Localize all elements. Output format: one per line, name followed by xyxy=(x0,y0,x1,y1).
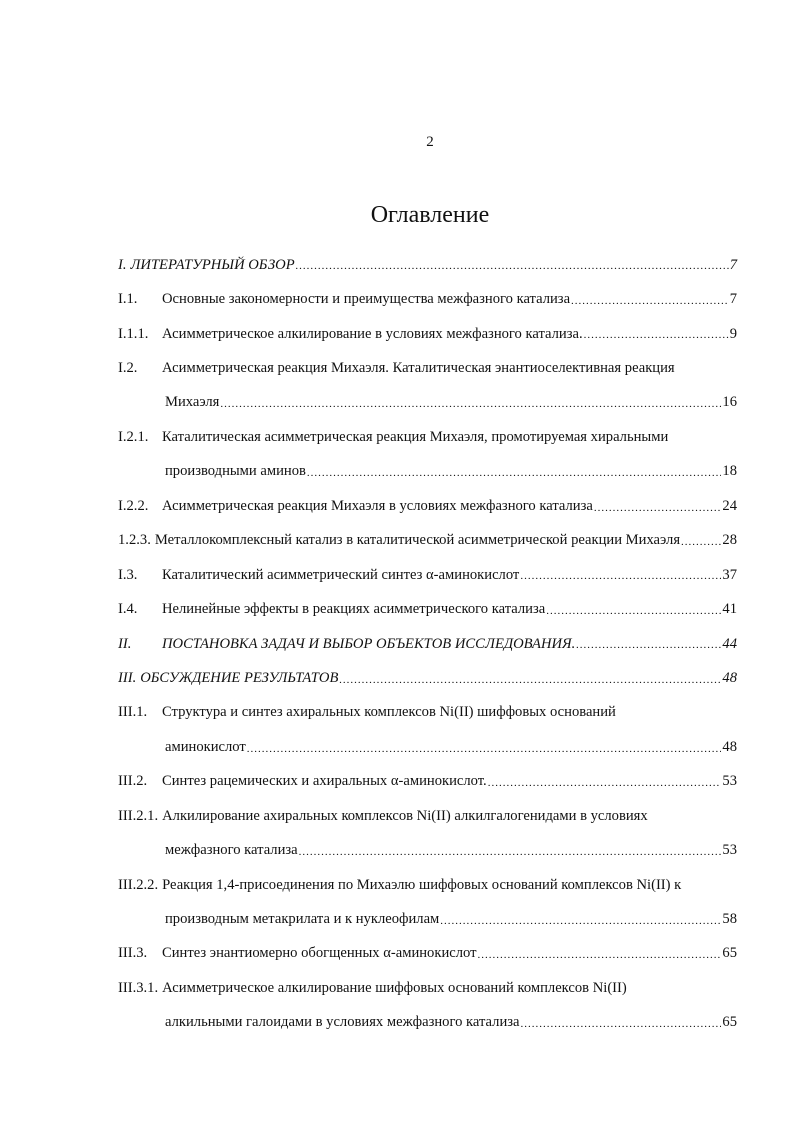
toc-entry-page: 58 xyxy=(722,911,737,928)
toc-entry-page: 41 xyxy=(722,601,737,618)
toc-entry-title: Основные закономерности и преимущества межфазного катализа xyxy=(162,291,571,308)
dot-leader xyxy=(307,467,722,489)
toc-entry-continuation[interactable] xyxy=(118,455,737,489)
toc-entry-title: Асимметрическая реакция Михаэля в условиях межфазного катализа xyxy=(162,497,593,514)
toc-entry[interactable] xyxy=(118,937,737,971)
toc-title: Оглавление xyxy=(370,202,490,228)
toc-entry[interactable] xyxy=(118,696,737,730)
dot-leader xyxy=(594,502,722,524)
dot-leader xyxy=(478,949,722,971)
dot-leader xyxy=(220,398,721,420)
dot-leader xyxy=(247,743,722,765)
toc-entry-number: III. xyxy=(118,669,137,686)
toc-entry[interactable] xyxy=(118,317,737,351)
toc-entry-page: 16 xyxy=(722,394,737,411)
dot-leader xyxy=(681,536,721,558)
toc-entry-number: 1.2.3. xyxy=(118,532,151,549)
toc-entry-continuation[interactable] xyxy=(118,386,737,420)
toc-entry-number: I.1. xyxy=(118,291,138,308)
page-number: 2 xyxy=(426,134,434,150)
toc-entry-page: 53 xyxy=(722,773,737,790)
toc-entry-title-continued: производным метакрилата и к нуклеофилам xyxy=(165,911,440,928)
toc-entry-title: ОБСУЖДЕНИЕ РЕЗУЛЬТАТОВ xyxy=(140,669,339,686)
toc-entry-number: III.3.1. xyxy=(118,979,159,996)
toc-entry-title-continued: алкильными галоидами в условиях межфазного катализа xyxy=(165,1014,520,1031)
toc-entry-continuation[interactable] xyxy=(118,730,737,764)
toc-entry-title: ЛИТЕРАТУРНЫЙ ОБЗОР xyxy=(130,256,295,273)
toc-entry-title-continued: межфазного катализа xyxy=(165,842,298,859)
toc-entry-continuation[interactable] xyxy=(118,1006,737,1040)
toc-entry-title: Каталитический асимметрический синтез α-аминокислот xyxy=(162,566,520,583)
toc-entry-page: 37 xyxy=(722,566,737,583)
dot-leader xyxy=(440,915,721,937)
toc-entry-continuation[interactable] xyxy=(118,902,737,936)
toc-entry-number: I.1.1. xyxy=(118,325,149,342)
table-of-contents xyxy=(118,248,737,1040)
dot-leader xyxy=(546,605,721,627)
toc-entry-number: III.3. xyxy=(118,945,148,962)
toc-entry-page: 53 xyxy=(722,842,737,859)
toc-entry-page: 44 xyxy=(722,635,737,652)
toc-entry[interactable] xyxy=(118,627,737,661)
toc-entry-continuation[interactable] xyxy=(118,833,737,867)
toc-entry-title: ПОСТАНОВКА ЗАДАЧ И ВЫБОР ОБЪЕКТОВ ИССЛЕДОВАНИЯ. xyxy=(162,635,576,652)
dot-leader xyxy=(296,260,729,282)
toc-entry-number: I.2.2. xyxy=(118,497,149,514)
toc-entry[interactable] xyxy=(118,489,737,523)
dot-leader xyxy=(521,1018,722,1040)
toc-entry-title: Металлокомплексный катализ в каталитической асимметрической реакции Михаэля xyxy=(154,532,681,549)
toc-entry-number: I. xyxy=(118,256,127,273)
toc-entry[interactable] xyxy=(118,248,737,282)
dot-leader xyxy=(571,295,729,317)
dot-leader xyxy=(576,639,721,661)
toc-entry[interactable] xyxy=(118,420,737,454)
toc-entry[interactable] xyxy=(118,799,737,833)
toc-entry-number: I.2.1. xyxy=(118,428,149,445)
toc-entry-title-continued: аминокислот xyxy=(165,738,246,755)
toc-entry-number: III.2.2. xyxy=(118,876,159,893)
toc-entry-number: II. xyxy=(118,635,132,652)
toc-entry-title: Структура и синтез ахиральных комплексов Ni(II) шиффовых оснований xyxy=(162,704,616,721)
toc-entry-number: III.2.1. xyxy=(118,807,159,824)
toc-entry-title: Нелинейные эффекты в реакциях асимметрического катализа xyxy=(162,601,546,618)
toc-entry-page: 65 xyxy=(722,1014,737,1031)
toc-entry[interactable] xyxy=(118,524,737,558)
toc-entry-page: 48 xyxy=(722,669,737,686)
toc-entry-title: Асимметрическая реакция Михаэля. Каталитическая энантиоселективная реакция xyxy=(162,360,675,377)
toc-entry-page: 7 xyxy=(729,256,737,273)
toc-entry-page: 24 xyxy=(722,497,737,514)
dot-leader xyxy=(584,329,729,351)
toc-entry[interactable] xyxy=(118,592,737,626)
toc-entry-title: Каталитическая асимметрическая реакция Михаэля, промотируемая хиральными xyxy=(162,428,669,445)
toc-entry-title: Асимметрическое алкилирование шиффовых оснований комплексов Ni(II) xyxy=(162,979,627,996)
toc-entry-title: Реакция 1,4-присоединения по Михаэлю шиффовых оснований комплексов Ni(II) к xyxy=(162,876,682,893)
toc-entry-title: Синтез рацемических и ахиральных α-аминокислот. xyxy=(162,773,487,790)
toc-entry-page: 7 xyxy=(729,291,737,308)
toc-entry-number: III.1. xyxy=(118,704,148,721)
toc-entry[interactable] xyxy=(118,765,737,799)
toc-entry[interactable] xyxy=(118,282,737,316)
dot-leader xyxy=(339,674,721,696)
toc-entry-page: 9 xyxy=(729,325,737,342)
toc-entry[interactable] xyxy=(118,351,737,385)
toc-entry-title: Асимметрическое алкилирование в условиях межфазного катализа. xyxy=(162,325,583,342)
toc-entry-title: Алкилирование ахиральных комплексов Ni(II) алкилгалогенидами в условиях xyxy=(162,807,648,824)
toc-entry[interactable] xyxy=(118,971,737,1005)
toc-entry[interactable] xyxy=(118,661,737,695)
toc-entry-page: 28 xyxy=(722,532,737,549)
toc-entry-title-continued: Михаэля xyxy=(165,394,220,411)
toc-entry-number: III.2. xyxy=(118,773,148,790)
toc-entry[interactable] xyxy=(118,868,737,902)
toc-entry-number: I.4. xyxy=(118,601,138,618)
toc-entry-title: Синтез энантиомерно обогщенных α-аминокислот xyxy=(162,945,477,962)
toc-entry-number: I.2. xyxy=(118,360,138,377)
dot-leader xyxy=(520,570,721,592)
toc-entry-page: 18 xyxy=(722,463,737,480)
toc-entry[interactable] xyxy=(118,558,737,592)
dot-leader xyxy=(488,777,722,799)
dot-leader xyxy=(299,846,722,868)
toc-entry-page: 65 xyxy=(722,945,737,962)
toc-entry-title-continued: производными аминов xyxy=(165,463,306,480)
toc-entry-number: I.3. xyxy=(118,566,138,583)
toc-entry-page: 48 xyxy=(722,738,737,755)
